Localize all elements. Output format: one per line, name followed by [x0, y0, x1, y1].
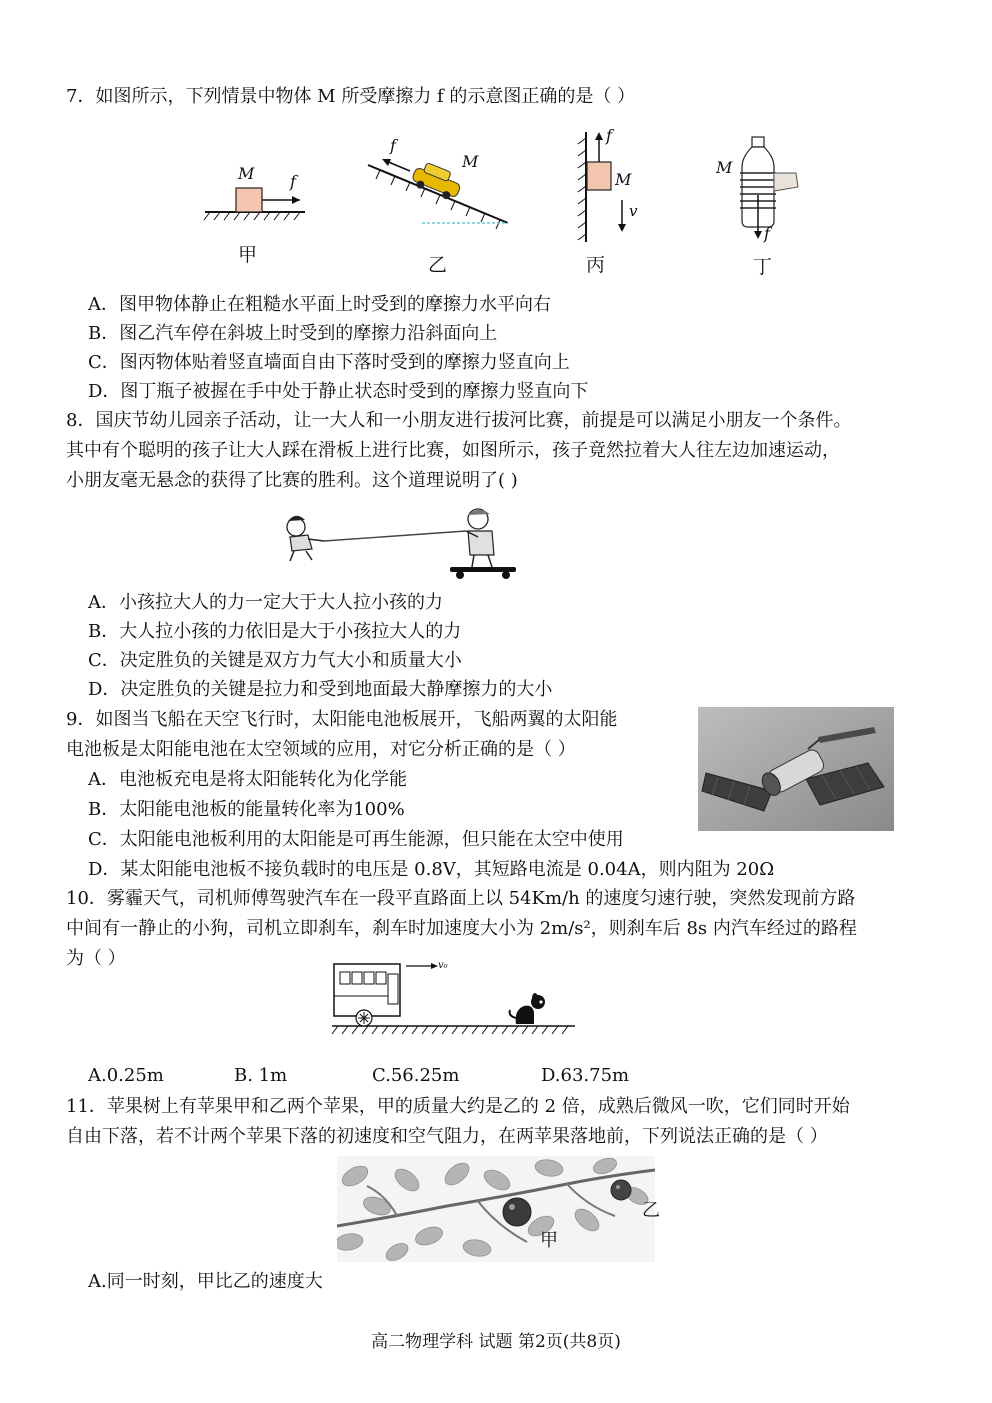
q10-stem-line2: 中间有一静止的小狗，司机立即刹车，刹车时加速度大小为 2m/s²，则刹车后 8s 内汽车经过的路程 — [66, 918, 857, 939]
q7-option-b: B．图乙汽车停在斜坡上时受到的摩擦力沿斜面向上 — [88, 323, 498, 344]
q7-bing-v-label: v — [629, 202, 638, 220]
q7-figure-yi — [360, 135, 520, 235]
q7-yi-f-label: f — [390, 136, 396, 155]
q7-label-ding: 丁 — [753, 256, 773, 278]
q7-bing-m-label: M — [615, 170, 632, 189]
q7-option-c: C．图丙物体贴着竖直墙面自由下落时受到的摩擦力竖直向上 — [88, 352, 570, 373]
q7-ding-f-label: f — [764, 224, 770, 243]
q11-apple-tree-figure — [337, 1156, 655, 1262]
q7-label-jia: 甲 — [238, 244, 258, 266]
q8-option-c: C．决定胜负的关键是双方力气大小和质量大小 — [88, 650, 462, 671]
q9-stem-line1: 9．如图当飞船在天空飞行时，太阳能电池板展开，飞船两翼的太阳能 — [66, 709, 618, 730]
q9-option-b: B．太阳能电池板的能量转化率为100% — [88, 799, 405, 820]
q10-stem-line1: 10．雾霾天气，司机师傅驾驶汽车在一段平直路面上以 54Km/h 的速度匀速行驶，突然发现前方路 — [66, 888, 856, 909]
q7-figure-jia — [200, 160, 310, 230]
q7-bing-f-label: f — [606, 126, 612, 145]
q9-spacecraft-photo — [698, 707, 894, 831]
q7-figure-bing — [572, 130, 642, 245]
q7-yi-m-label: M — [462, 152, 479, 171]
q9-option-a: A．电池板充电是将太阳能转化为化学能 — [88, 769, 407, 790]
q7-jia-m-label: M — [238, 164, 255, 183]
q10-stem-line3: 为（ ） — [66, 948, 126, 969]
q10-choice-c: C.56.25m — [372, 1065, 460, 1086]
q11-stem-line2: 自由下落，若不计两个苹果下落的初速度和空气阻力，在两苹果落地前，下列说法正确的是（ ） — [66, 1126, 828, 1147]
q8-stem-line2: 其中有个聪明的孩子让大人踩在滑板上进行比赛，如图所示，孩子竟然拉着大人往左边加速运动， — [66, 440, 840, 461]
q7-option-a: A．图甲物体静止在粗糙水平面上时受到的摩擦力水平向右 — [88, 294, 551, 315]
q10-choice-d: D.63.75m — [541, 1065, 630, 1086]
q10-car-dog-figure — [330, 960, 580, 1040]
q9-option-c: C．太阳能电池板利用的太阳能是可再生能源，但只能在太空中使用 — [88, 829, 624, 850]
q8-stem-line3: 小朋友毫无悬念的获得了比赛的胜利。这个道理说明了( ) — [66, 470, 518, 491]
q9-option-d: D．某太阳能电池板不接负载时的电压是 0.8V，其短路电流是 0.04A，则内阻为 20Ω — [88, 859, 775, 880]
q7-jia-f-label: f — [290, 172, 296, 191]
q10-choice-b: B. 1m — [234, 1065, 288, 1086]
q7-label-bing: 丙 — [586, 254, 606, 276]
q11-stem-line1: 11．苹果树上有苹果甲和乙两个苹果，甲的质量大约是乙的 2 倍，成熟后微风一吹，它们同时开始 — [66, 1096, 850, 1117]
q11-option-a: A.同一时刻，甲比乙的速度大 — [88, 1271, 323, 1292]
q8-option-b: B．大人拉小孩的力依旧是大于小孩拉大人的力 — [88, 621, 462, 642]
page-footer: 高二物理学科 试题 第2页(共8页) — [371, 1332, 621, 1352]
q8-option-d: D．决定胜负的关键是拉力和受到地面最大静摩擦力的大小 — [88, 679, 553, 700]
q11-label-yi: 乙 — [642, 1200, 660, 1221]
q8-tug-of-war-figure — [278, 505, 528, 580]
q7-ding-m-label: M — [716, 158, 733, 177]
q7-label-yi: 乙 — [428, 254, 448, 276]
q11-label-jia: 甲 — [540, 1230, 558, 1251]
q9-stem-line2: 电池板是太阳能电池在太空领域的应用，对它分析正确的是（ ） — [66, 739, 576, 760]
q7-option-d: D．图丁瓶子被握在手中处于静止状态时受到的摩擦力竖直向下 — [88, 381, 589, 402]
q10-v0-label: v₀ — [438, 960, 448, 971]
q8-option-a: A．小孩拉大人的力一定大于大人拉小孩的力 — [88, 592, 443, 613]
q8-stem-line1: 8．国庆节幼儿园亲子活动，让一大人和一小朋友进行拔河比赛，前提是可以满足小朋友一个条件。 — [66, 410, 852, 431]
q7-stem: 7．如图所示，下列情景中物体 M 所受摩擦力 f 的示意图正确的是（ ） — [66, 86, 636, 107]
q10-choice-a: A.0.25m — [88, 1065, 164, 1086]
